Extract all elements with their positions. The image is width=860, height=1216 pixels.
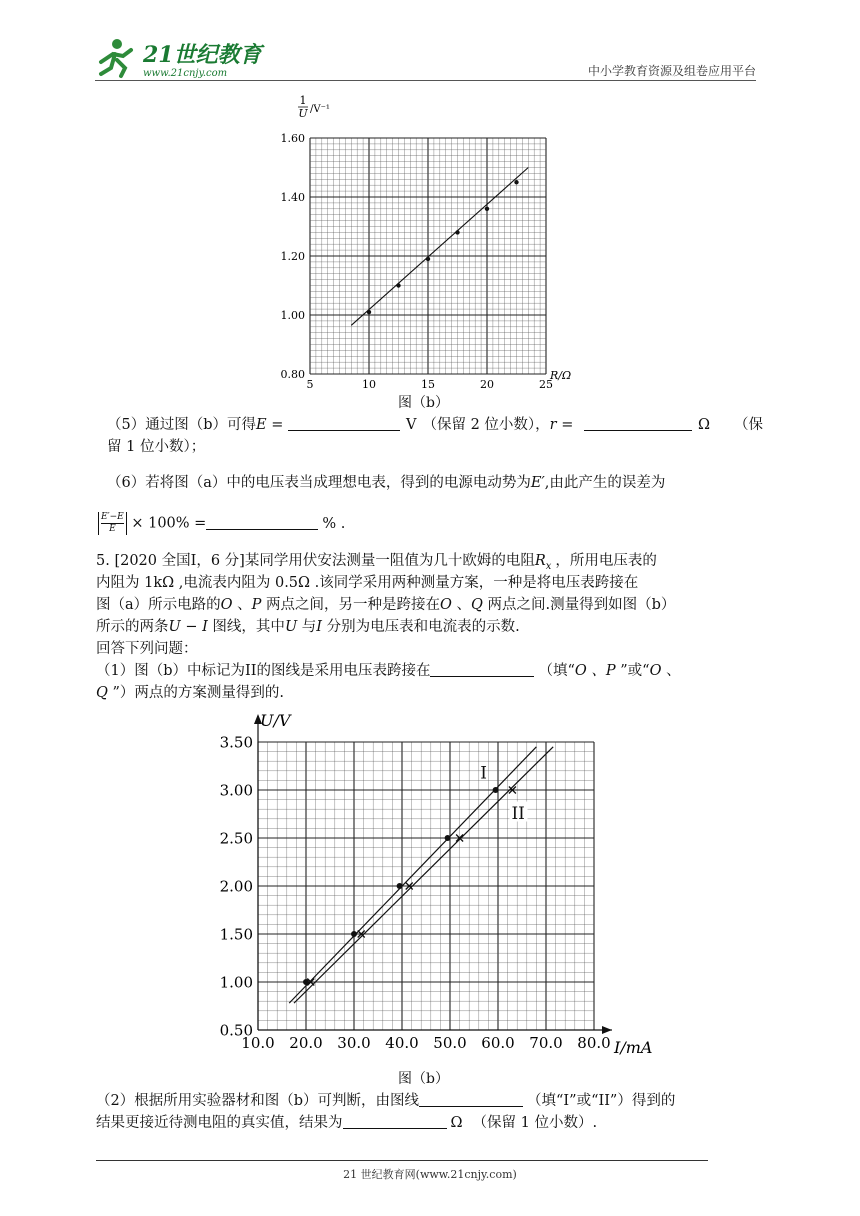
answer-blank-error[interactable]: [206, 513, 318, 530]
answer-blank-sub2-line[interactable]: [419, 1090, 523, 1107]
subquestion-2-line-1: （2）根据所用实验器材和图（b）可判断，由图线 （填“I”或“II”）得到的: [96, 1090, 675, 1112]
problem-5-line-3: 图（a）所示电路的O 、P 两点之间，另一种是跨接在O 、Q 两点之间.测量得到如图（b）: [96, 597, 676, 613]
data-point: [396, 283, 400, 287]
figure-caption-2: 图（b）: [398, 1071, 449, 1087]
x-axis-arrow: [602, 1026, 612, 1034]
x-tick-label: 15: [421, 378, 435, 391]
question-6-formula: $\frac{E'-E}{E}$ × 100% = % .: [98, 512, 345, 535]
y-tick-label: 3.50: [219, 733, 253, 752]
series-label-I: I: [480, 763, 487, 784]
x-axis-label: R/Ω: [550, 369, 572, 382]
y-tick-label: 1.50: [219, 925, 253, 944]
subquestion-2-line-2: 结果更接近待测电阻的真实值，结果为 Ω （保留 1 位小数）.: [96, 1112, 597, 1134]
header-platform-text: 中小学教育资源及组卷应用平台: [587, 64, 756, 78]
y-tick-label: 3.00: [219, 781, 253, 800]
footer-text: 21 世纪教育网(www.21cnjy.com): [343, 1168, 517, 1181]
x-tick-label: 20.0: [289, 1034, 323, 1052]
y-tick-label: 1.00: [280, 308, 305, 322]
fit-line-series-1: [289, 747, 536, 1003]
x-tick-label: 25: [539, 378, 553, 391]
figure-caption-1: 图（b）: [398, 395, 449, 411]
subquestion-1-line-1: （1）图（b）中标记为II的图线是采用电压表跨接在 （填“O 、P ”或“O 、: [96, 660, 681, 682]
data-point: [367, 310, 371, 314]
x-tick-label: 10.0: [241, 1034, 275, 1052]
chart-b-reciprocal-voltage: [270, 92, 600, 392]
y-tick-label: 1.40: [280, 190, 305, 204]
problem-5-line-4: 所示的两条U − I 图线，其中U 与I 分别为电压表和电流表的示数.: [96, 619, 520, 635]
y-tick-label: 0.80: [280, 367, 305, 381]
header-divider: [95, 80, 756, 81]
site-logo: [95, 36, 265, 80]
question-5-line-1: （5）通过图（b）可得E = V （保留 2 位小数），r = Ω （保: [107, 414, 763, 436]
x-tick-label: 10: [362, 378, 376, 391]
y-tick-label: 2.50: [219, 829, 253, 848]
data-point-series-1: [397, 883, 403, 889]
chart-b-voltage-current: [200, 712, 670, 1060]
y-tick-label: 1.20: [280, 249, 305, 263]
data-point: [455, 230, 459, 234]
question-5-line-2: 留 1 位小数）；: [107, 439, 206, 455]
x-tick-label: 30.0: [337, 1034, 371, 1052]
y-axis-label: [298, 94, 330, 120]
svg-text:U: U: [298, 107, 308, 120]
runner-logo-icon: [101, 39, 131, 76]
question-6-line-1: （6）若将图（a）中的电压表当成理想电表，得到的电源电动势为E′,由此产生的误差为: [107, 475, 666, 491]
answer-blank-sub1[interactable]: [430, 660, 534, 677]
answer-blank-r[interactable]: [584, 414, 692, 431]
svg-text:/V⁻¹: /V⁻¹: [310, 104, 330, 115]
y-tick-label: 1.60: [280, 131, 305, 145]
subquestion-1-line-2: Q ”）两点的方案测量得到的.: [96, 685, 285, 701]
x-tick-label: 5: [306, 378, 314, 391]
problem-5-line-2: 内阻为 1kΩ ,电流表内阻为 0.5Ω .该同学采用两种测量方案，一种是将电压表跨接在: [96, 575, 639, 591]
y-axis-label: U/V: [260, 712, 291, 730]
y-tick-label: 2.00: [219, 877, 253, 896]
x-tick-label: 40.0: [385, 1034, 419, 1052]
problem-5-line-5: 回答下列问题：: [96, 641, 198, 657]
logo-url: www.21cnjy.com: [143, 68, 228, 79]
answer-blank-sub2-value[interactable]: [343, 1112, 447, 1129]
x-tick-label: 50.0: [433, 1034, 467, 1052]
data-point: [485, 207, 489, 211]
x-tick-label: 70.0: [529, 1034, 563, 1052]
x-tick-label: 80.0: [577, 1034, 611, 1052]
data-point: [426, 257, 430, 261]
logo-text: 21世纪教育: [143, 42, 262, 68]
footer-divider: [96, 1160, 708, 1161]
data-point-series-1: [445, 835, 451, 841]
svg-text:1: 1: [299, 94, 307, 107]
series-label-II: II: [511, 803, 525, 824]
problem-5-line-1: 5. [2020 全国Ⅰ，6 分]某同学用伏安法测量一阻值为几十欧姆的电阻$R_x$ ，所用电压表的: [96, 553, 657, 572]
y-tick-label: 1.00: [219, 973, 253, 992]
x-tick-label: 60.0: [481, 1034, 515, 1052]
data-point: [514, 180, 518, 184]
data-point-series-1: [493, 787, 499, 793]
data-point-series-1: [351, 931, 357, 937]
fit-line-series-2: [294, 747, 553, 1003]
answer-blank-E[interactable]: [288, 414, 400, 431]
x-tick-label: 20: [480, 378, 494, 391]
x-axis-label: I/mA: [614, 1038, 653, 1057]
y-tick-label: 0.50: [219, 1021, 253, 1040]
